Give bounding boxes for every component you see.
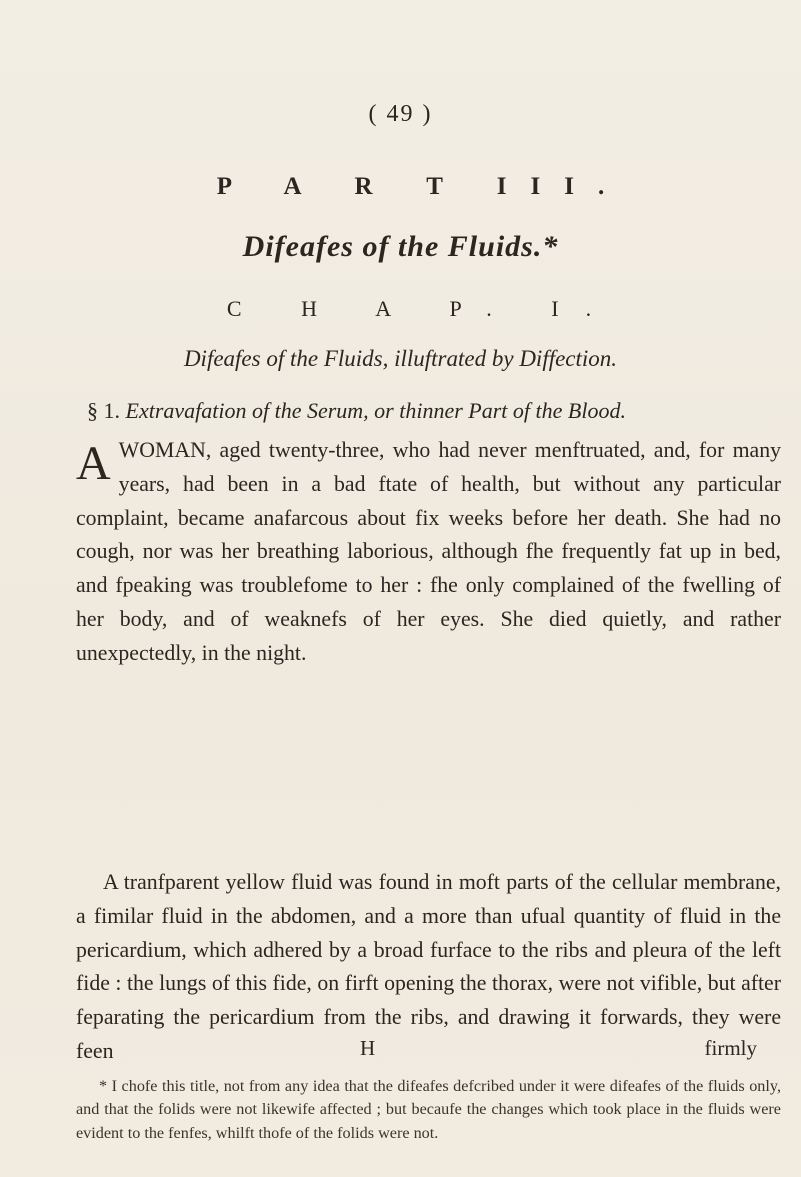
chapter-subtitle: Difeafes of the Fluids, illuftrated by Diffection.	[183, 346, 618, 371]
page-number: ( 49 )	[368, 101, 433, 127]
body-paragraph-2: A tranfparent yellow fluid was found in moft parts of the cellular membrane, a fimilar fluid in the abdomen, and a more than ufual quantity of fluid in the pericardium, which adhered by a broad furface to the ribs and pleura of the left fide : the lungs of this fide, on firft opening the thorax, were not vifible, but after feparating the pericardium from the ribs, and drawing it forwards, they were feen	[76, 870, 781, 1063]
section-title: Extravafation of the Serum, or thinner Part of the Blood.	[125, 398, 626, 423]
paragraph-1-text: WOMAN, aged twenty-three, who had never menftruated, and, for many years, had been in a bad ftate of health, but without any particular complaint, became anafarcous about fix weeks before her death. She had no cough, nor was her breathing laborious, although fhe frequently fat up in bed, and fpeaking was troublefome to her : fhe only complained of the fwelling of her body, and of weaknefs of her eyes. She died quietly, and rather unexpectedly, in the night.	[76, 438, 781, 665]
signature-mark: H	[360, 1036, 376, 1060]
chapter-heading: C H A P. I.	[226, 296, 619, 321]
footnote: * I chofe this title, not from any idea that the difeafes defcribed under it were difeafes of the fluids only, and that the folids were not likewife affected ; but becaufe the changes which took place in the fluids were evident to the fenfes, whilft thofe of the folids were not.	[76, 1077, 781, 1142]
section-mark: § 1.	[87, 398, 120, 423]
body-paragraph-1	[76, 434, 781, 671]
part-heading: P A R T III.	[216, 173, 629, 200]
drop-cap-letter: A	[76, 437, 111, 490]
catchword-line	[76, 1036, 781, 1066]
section-heading	[87, 398, 792, 424]
catchword: firmly	[704, 1036, 757, 1060]
part-subtitle: Difeafes of the Fluids.*	[242, 230, 559, 263]
